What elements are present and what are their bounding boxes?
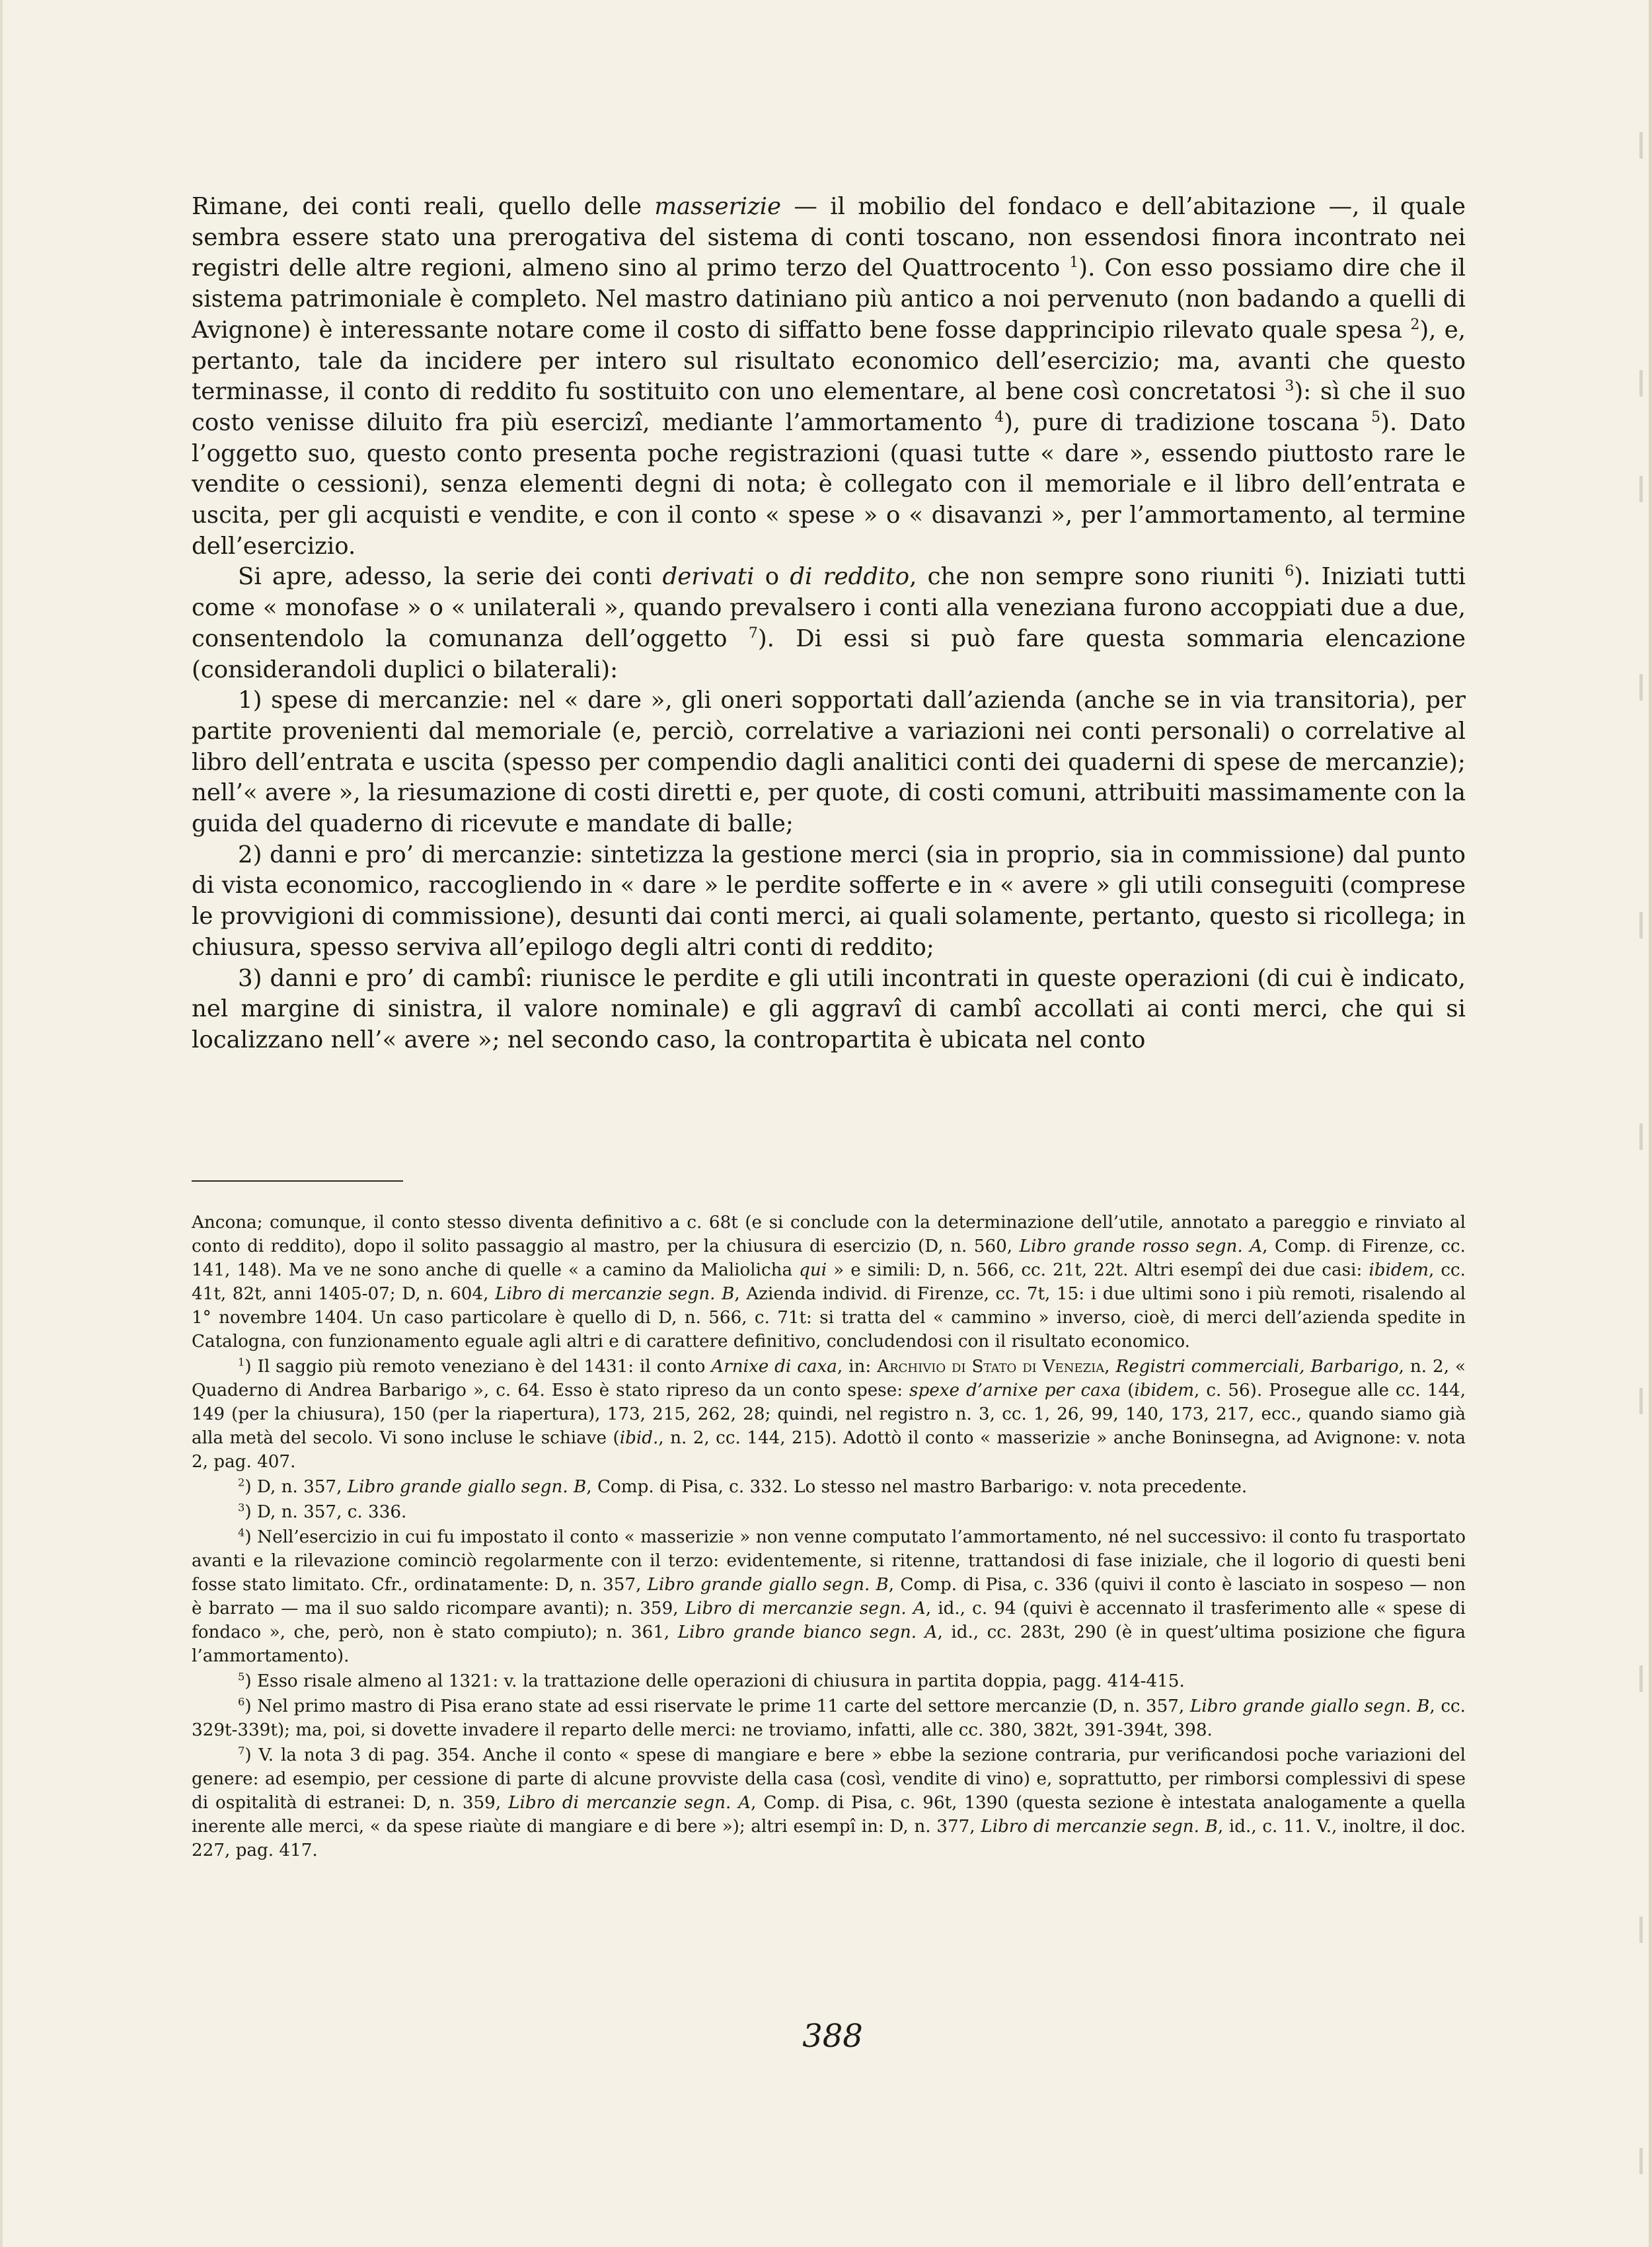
note-ref: 5 xyxy=(238,1670,245,1683)
body-paragraph xyxy=(192,840,1466,964)
text-run: ) D, n. 357, xyxy=(244,1477,348,1497)
text-run: ) D, n. 357, c. 336. xyxy=(244,1502,407,1522)
text-run: Registri commerciali, Barbarigo xyxy=(1115,1357,1399,1377)
text-run: Libro di mercanzie segn. A xyxy=(508,1793,751,1813)
note-ref: 2 xyxy=(1410,316,1420,333)
text-run: , n. 2, cc. 144, 215). Adottò il conto « masserizie » anche Boninsegna, ad Avignone: v. nota 2, pag. 407. xyxy=(192,1428,1466,1472)
text-run: ) Nell’esercizio in cui fu impostato il conto « masserizie » non venne computato l’ammortamento, né nel successivo: il conto fu trasportato avanti e la rilevazione cominciò regolarmente con il terzo: evidentemente, si ritenne, trattandosi di fase iniziale, che il logorio di questi beni fosse stato limitato. Cfr., ordinatamente: D, n. 357, xyxy=(192,1527,1466,1595)
text-run: ) Nel primo mastro di Pisa erano state ad essi riservate le prime 11 carte del settore mercanzie (D, n. 357, xyxy=(244,1696,1190,1716)
body-paragraph xyxy=(192,192,1466,562)
footnote-continuation xyxy=(192,1211,1466,1353)
note-ref: 7 xyxy=(748,625,758,642)
text-run: Rimane, dei conti reali, quello delle xyxy=(192,193,655,220)
note-ref: 1 xyxy=(238,1355,245,1369)
footnote xyxy=(192,1355,1466,1474)
body-paragraph xyxy=(192,964,1466,1056)
text-run: derivati xyxy=(662,563,755,591)
footnote xyxy=(192,1695,1466,1742)
text-run: ). Dato l’oggetto suo, questo conto presenta poche registrazioni (quasi tutte « dare », essendo piuttosto rare le vendite o cessioni), senza elementi degni di nota; è collegato con il memoriale e il libro dell’entrata e uscita, per gli acquisti e vendite, e con il conto « spese » o « disavanzi », per l’ammortamento, al termine dell’esercizio. xyxy=(192,408,1466,560)
footnote xyxy=(192,1669,1466,1693)
text-run: qui xyxy=(799,1260,827,1280)
note-ref: 2 xyxy=(238,1476,245,1489)
note-ref: 4 xyxy=(995,409,1004,426)
footnote-separator xyxy=(192,1180,403,1182)
text-run: ) V. la nota 3 di pag. 354. Anche il conto « spese di mangiare e bere » ebbe la sezione contraria, pur verificandosi poche variazioni del genere: ad esempio, per cessione di parte di alcune provviste della casa (così, vendite di vino) e, soprattutto, per rimborsi complessivi di spese di ospitalità di estranei: D, n. 359, xyxy=(192,1745,1466,1813)
text-run: Libro grande giallo segn. B xyxy=(1189,1696,1430,1716)
text-run: Si apre, adesso, la serie dei conti xyxy=(238,563,663,591)
text-run: Ancona; comunque, il conto stesso diventa definitivo a c. 68t (e si conclude con la determinazione dell’utile, annotato a pareggio e rinviato al conto di reddito), dopo il solito passaggio al mastro, per la chiusura di esercizio (D, n. 560, xyxy=(192,1213,1466,1256)
text-run: ), pure di tradizione toscana xyxy=(1004,408,1372,436)
text-run: , xyxy=(1104,1357,1116,1377)
text-run: Libro grande rosso segn. A xyxy=(1019,1237,1263,1256)
text-run: ( xyxy=(1121,1381,1135,1400)
text-run: , id., c. 11. V., inoltre, il doc. 227, pag. 417. xyxy=(192,1817,1466,1860)
text-run: spexe d’arnixe per caxa xyxy=(909,1381,1121,1400)
footnote xyxy=(192,1743,1466,1862)
text-run: — il mobilio del fondaco e dell’abitazione —, il quale sembra essere stato una prerogativa del sistema di conti toscano, non essendosi finora incontrato nei registri delle altre regioni, almeno sino al primo terzo del Quattrocento xyxy=(192,193,1466,282)
footnote xyxy=(192,1475,1466,1499)
text-run: masserizie xyxy=(654,193,782,220)
text-run: 2) danni e pro’ di mercanzie: sintetizza la gestione merci (sia in proprio, sia in commissione) dal punto di vista economico, raccogliendo in « dare » le perdite sofferte e in « avere » gli utili conseguiti (comprese le provvigioni di commissione), desunti dai conti merci, ai quali solamente, pertanto, questo si ricollega; in chiusura, spesso serviva all’epilogo degli altri conti di reddito; xyxy=(192,841,1466,961)
text-run: Libro grande bianco segn. A xyxy=(677,1622,938,1642)
text-run: ibidem xyxy=(1369,1260,1429,1280)
note-ref: 7 xyxy=(238,1744,245,1757)
text-run: , id., cc. 283t, 290 (è in quest’ultima posizione che figura l’ammortamento). xyxy=(192,1622,1466,1666)
text-run: , Comp. di Firenze, cc. 141, 148). Ma ve ne sono anche di quelle « a camino da Maliolicha xyxy=(192,1237,1466,1280)
note-ref: 6 xyxy=(1285,563,1295,580)
text-run: di reddito xyxy=(790,563,910,591)
text-run: , in: xyxy=(837,1357,878,1377)
text-run: ) Il saggio più remoto veneziano è del 1431: il conto xyxy=(244,1357,712,1377)
page-edge-right xyxy=(1649,0,1652,2247)
text-run: ). Iniziati tutti come « monofase » o « unilaterali », quando prevalsero i conti alla veneziana furono accoppiati due a due, consentendolo la comunanza dell’oggetto xyxy=(192,563,1466,652)
note-ref: 3 xyxy=(1285,378,1295,395)
note-ref: 3 xyxy=(238,1501,245,1514)
text-run: , Comp. di Pisa, c. 96t, 1390 (questa sezione è intestata analogamente a quella inerente alle merci, « da spese riaùte di mangiare e di bere »); altri esempî in: D, n. 377, xyxy=(192,1793,1466,1837)
text-run: ibidem xyxy=(1134,1381,1195,1400)
text-run: ). Con esso possiamo dire che il sistema patrimoniale è completo. Nel mastro datiniano più antico a noi pervenuto (non badando a quelli di Avignone) è interessante notare come il costo di siffatto bene fosse dapprincipio rilevato quale spesa xyxy=(192,254,1466,344)
text-run: o xyxy=(754,563,790,591)
text-run: ). Di essi si può fare questa sommaria elencazione (considerandoli duplici o bilaterali): xyxy=(192,625,1466,683)
text-run: Libro di mercanzie segn. B xyxy=(981,1817,1218,1837)
text-run: Libro grande giallo segn. B xyxy=(347,1477,587,1497)
body-paragraph xyxy=(192,562,1466,685)
footnotes xyxy=(192,1211,1466,1864)
body-paragraph xyxy=(192,685,1466,840)
text-run: 3) danni e pro’ di cambî: riunisce le perdite e gli utili incontrati in queste operazioni (di cui è indicato, nel margine di sinistra, il valore nominale) e gli aggravî di cambî accollati ai conti merci, che qui si localizzano nell’« avere »; nel secondo caso, la contropartita è ubicata nel conto xyxy=(192,964,1466,1053)
text-run: Archivio di Stato di Venezia xyxy=(877,1357,1105,1377)
text-run: Libro di mercanzie segn. A xyxy=(685,1599,926,1619)
text-run: Arnixe di caxa xyxy=(711,1357,837,1377)
note-ref: 1 xyxy=(1069,254,1079,272)
text-run: Libro grande giallo segn. B xyxy=(647,1575,889,1595)
text-run: ) Esso risale almeno al 1321: v. la trattazione delle operazioni di chiusura in partita doppia, pagg. 414-415. xyxy=(244,1671,1185,1691)
text-run: , c. 56). Prosegue alle cc. 144, 149 (per la chiusura), 150 (per la riapertura), 173, 215, 262, 28; quindi, nel registro n. 3, cc. 1, 26, 99, 140, 173, 217, ecc., quando siamo già alla metà del secolo. Vi sono incluse le schiave ( xyxy=(192,1381,1466,1448)
page-number: 388 xyxy=(802,2018,863,2055)
note-ref: 4 xyxy=(238,1526,245,1539)
text-run: 1) spese di mercanzie: nel « dare », gli oneri sopportati dall’azienda (anche se in via transitoria), per partite provenienti dal memoriale (e, perciò, correlative a variazioni nei conti personali) o correlative al libro dell’entrata e uscita (spesso per compendio dagli analitici conti dei quaderni di spese de mercanzie); nell’« avere », la riesumazione di costi diretti e, per quote, di costi comuni, attribuiti massimamente con la guida del quaderno di ricevute e mandate di balle; xyxy=(192,687,1466,838)
text-run: ), e, pertanto, tale da incidere per intero sul risultato economico dell’esercizio; ma, avanti che questo terminasse, il conto di reddito fu sostituito con uno elementare, al bene così concretatosi xyxy=(192,316,1466,406)
text-run: , Comp. di Pisa, c. 332. Lo stesso nel mastro Barbarigo: v. nota precedente. xyxy=(586,1477,1248,1497)
text-run: , id., c. 94 (quivi è accennato il trasferimento alle « spese di fondaco », che, però, non è stato compiuto); n. 361, xyxy=(192,1599,1466,1642)
text-run: , cc. 41t, 82t, anni 1405-07; D, n. 604, xyxy=(192,1260,1466,1304)
text-run: , che non sempre sono riuniti xyxy=(909,563,1285,591)
footnote xyxy=(192,1500,1466,1524)
text-run: , Comp. di Pisa, c. 336 (quivi il conto è lasciato in sospeso — non è barrato — ma il suo saldo ricompare avanti); n. 359, xyxy=(192,1575,1466,1619)
text-run: Libro di mercanzie segn. B xyxy=(495,1284,735,1304)
page-edge-left xyxy=(0,0,3,2247)
text-run: , n. 2, « Quaderno di Andrea Barbarigo », c. 64. Esso è stato ripreso da un conto spese: xyxy=(192,1357,1466,1400)
text-run: , cc. 329t-339t); ma, poi, si dovette invadere il reparto delle merci: ne troviamo, infatti, alle cc. 380, 382t, 391-394t, 398. xyxy=(192,1696,1466,1740)
bleed-through-marks xyxy=(1636,132,1643,2247)
note-ref: 5 xyxy=(1371,409,1381,426)
text-run: ibid. xyxy=(619,1428,659,1448)
main-text xyxy=(192,192,1466,1056)
text-run: » e simili: D, n. 566, cc. 21t, 22t. Altri esempî dei due casi: xyxy=(827,1260,1369,1280)
text-run: ): sì che il suo costo venisse diluito fra più esercizî, mediante l’ammortamento xyxy=(192,378,1466,436)
note-ref: 6 xyxy=(238,1695,245,1708)
text-run: , Azienda individ. di Firenze, cc. 7t, 15: i due ultimi sono i più remoti, risalendo al 1° novembre 1404. Un caso particolare è quello di D, n. 566, c. 71t: si tratta del « cammino » inverso, cioè, di merci dell’azienda spedite in Catalogna, con funzionamento eguale agli altri e di carattere definitivo, concludendosi con il risultato economico. xyxy=(192,1284,1466,1352)
footnote xyxy=(192,1525,1466,1668)
